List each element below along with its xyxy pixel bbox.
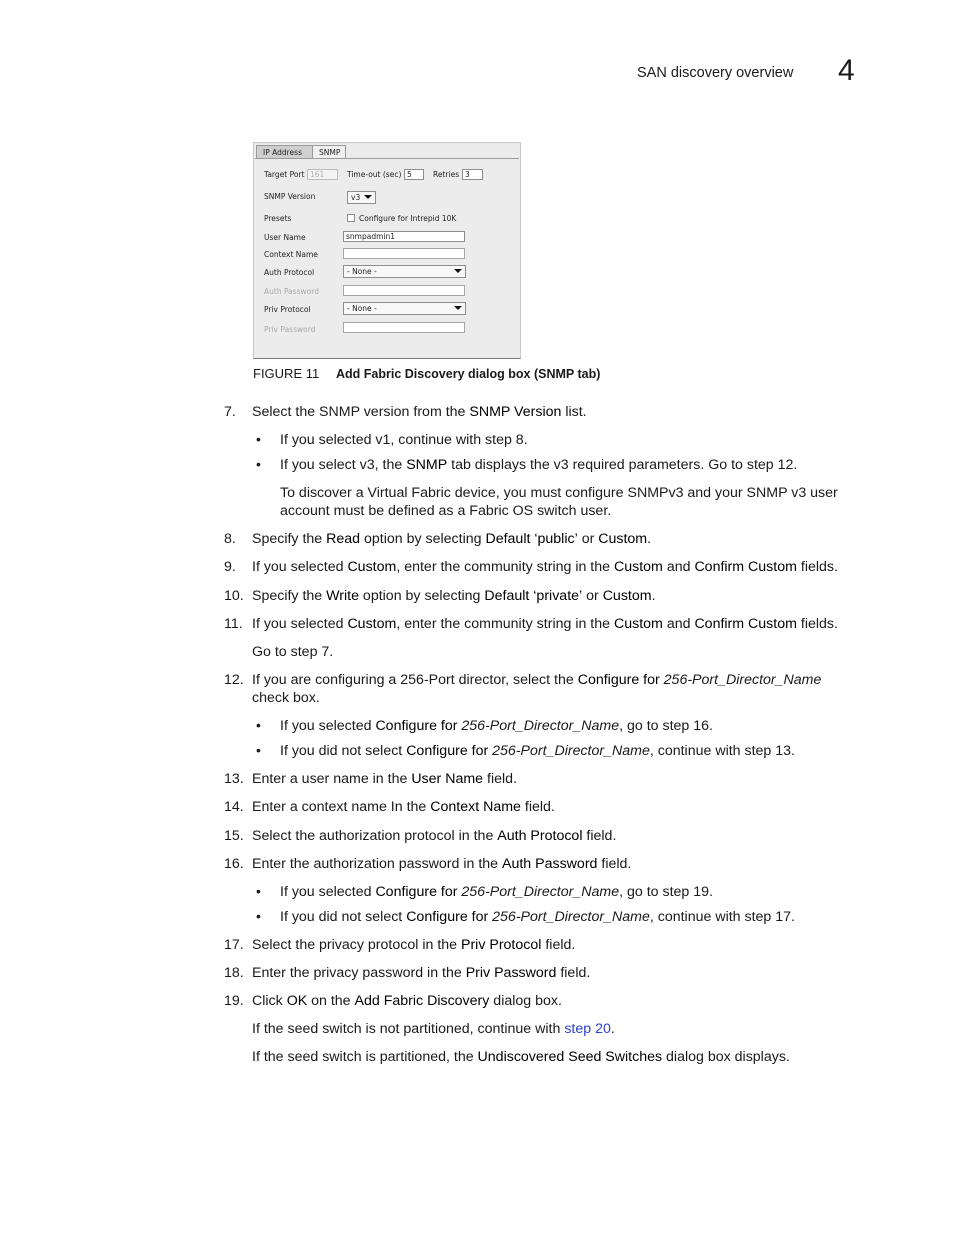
step-7-text: Select the SNMP version from the SNMP Version list. xyxy=(252,404,587,420)
bullet-icon: • xyxy=(256,456,261,472)
step-11-note: Go to step 7. xyxy=(252,644,334,660)
bullet-icon: • xyxy=(256,883,261,899)
auth-password-label: Auth Password xyxy=(264,287,319,296)
step-number: 16. xyxy=(224,856,244,872)
bullet-icon: • xyxy=(256,431,261,447)
auth-protocol-label: Auth Protocol xyxy=(264,268,315,277)
step-7-bullet-2: If you select v3, the SNMP tab displays the v3 required parameters. Go to step 12. xyxy=(280,457,798,473)
chevron-down-icon xyxy=(454,269,462,273)
step-number: 10. xyxy=(224,588,244,604)
step-7-note-line-2: account must be defined as a Fabric OS switch user. xyxy=(280,503,612,519)
step-number: 8. xyxy=(224,531,236,547)
retries-label: Retries xyxy=(433,170,460,179)
bullet-icon: • xyxy=(256,908,261,924)
target-port-field[interactable]: 161 xyxy=(307,169,338,180)
step-18-text: Enter the privacy password in the Priv Password field. xyxy=(252,965,591,981)
step-19-note-1: If the seed switch is not partitioned, continue with step 20. xyxy=(252,1021,615,1037)
context-name-label: Context Name xyxy=(264,250,318,259)
step-16-text: Enter the authorization password in the Auth Password field. xyxy=(252,856,632,872)
step-12-bullet-1: If you selected Configure for 256-Port_Director_Name, go to step 16. xyxy=(280,718,713,734)
user-name-label: User Name xyxy=(264,233,306,242)
target-port-label: Target Port xyxy=(264,170,305,179)
step-7-bullet-1: If you selected v1, continue with step 8. xyxy=(280,432,528,448)
section-title: SAN discovery overview xyxy=(637,65,794,81)
snmp-dialog-screenshot xyxy=(253,142,521,359)
bullet-icon: • xyxy=(256,742,261,758)
step-14-text: Enter a context name In the Context Name field. xyxy=(252,799,555,815)
step-16-bullet-2: If you did not select Configure for 256-Port_Director_Name, continue with step 17. xyxy=(280,909,795,925)
step-8-text: Specify the Read option by selecting Default ‘public’ or Custom. xyxy=(252,531,652,547)
retries-field[interactable]: 3 xyxy=(462,169,483,180)
step-12-text-line-2: check box. xyxy=(252,690,320,706)
step-12-bullet-2: If you did not select Configure for 256-Port_Director_Name, continue with step 13. xyxy=(280,743,795,759)
figure-caption xyxy=(253,366,600,381)
presets-label: Presets xyxy=(264,214,292,223)
step-number: 18. xyxy=(224,965,244,981)
timeout-label: Time-out (sec) xyxy=(347,170,402,179)
priv-protocol-label: Priv Protocol xyxy=(264,305,311,314)
figure-caption-text: Add Fabric Discovery dialog box (SNMP tab) xyxy=(336,367,601,381)
chevron-down-icon xyxy=(364,195,372,199)
step-number: 13. xyxy=(224,771,244,787)
step-16-bullet-1: If you selected Configure for 256-Port_Director_Name, go to step 19. xyxy=(280,884,713,900)
configure-intrepid-label: Configure for Intrepid 10K xyxy=(359,214,457,223)
priv-protocol-value: - None - xyxy=(347,304,377,313)
auth-password-field[interactable] xyxy=(343,285,465,296)
priv-password-label: Priv Password xyxy=(264,325,316,334)
tab-ip-address[interactable]: IP Address xyxy=(256,145,313,158)
priv-protocol-select[interactable] xyxy=(343,302,466,315)
configure-intrepid-checkbox[interactable] xyxy=(347,214,355,222)
step-9-text: If you selected Custom, enter the community string in the Custom and Confirm Custom fields. xyxy=(252,559,838,575)
step-number: 14. xyxy=(224,799,244,815)
user-name-field[interactable]: snmpadmin1 xyxy=(343,231,465,242)
step-7-note-line-1: To discover a Virtual Fabric device, you must configure SNMPv3 and your SNMP v3 user xyxy=(280,485,838,501)
step-13-text: Enter a user name in the User Name field. xyxy=(252,771,517,787)
bullet-icon: • xyxy=(256,717,261,733)
context-name-field[interactable] xyxy=(343,248,465,259)
step-number: 9. xyxy=(224,559,236,575)
step-19-note-2: If the seed switch is partitioned, the Undiscovered Seed Switches dialog box displays. xyxy=(252,1049,790,1065)
step-15-text: Select the authorization protocol in the Auth Protocol field. xyxy=(252,828,617,844)
figure-label: FIGURE 11 xyxy=(253,366,320,381)
step-19-text: Click OK on the Add Fabric Discovery dialog box. xyxy=(252,993,562,1009)
timeout-field[interactable]: 5 xyxy=(404,169,424,180)
snmp-version-select[interactable] xyxy=(347,191,376,204)
auth-protocol-value: - None - xyxy=(347,267,377,276)
chapter-number: 4 xyxy=(838,54,855,87)
step-20-link[interactable]: step 20 xyxy=(564,1021,611,1037)
step-12-text: If you are configuring a 256-Port director, select the Configure for 256-Port_Director_Name xyxy=(252,672,822,688)
auth-protocol-select[interactable] xyxy=(343,265,466,278)
step-10-text: Specify the Write option by selecting Default ‘private’ or Custom. xyxy=(252,588,656,604)
step-number: 12. xyxy=(224,672,244,688)
step-number: 17. xyxy=(224,937,244,953)
priv-password-field[interactable] xyxy=(343,322,465,333)
step-17-text: Select the privacy protocol in the Priv Protocol field. xyxy=(252,937,576,953)
snmp-version-value: v3 xyxy=(351,193,361,202)
step-number: 15. xyxy=(224,828,244,844)
step-11-text: If you selected Custom, enter the community string in the Custom and Confirm Custom fields. xyxy=(252,616,838,632)
snmp-version-label: SNMP Version xyxy=(264,192,316,201)
step-number: 11. xyxy=(224,616,243,632)
tab-divider xyxy=(255,158,519,159)
chevron-down-icon xyxy=(454,306,462,310)
tab-snmp[interactable]: SNMP xyxy=(312,145,346,158)
step-number: 19. xyxy=(224,993,244,1009)
step-number: 7. xyxy=(224,404,236,420)
